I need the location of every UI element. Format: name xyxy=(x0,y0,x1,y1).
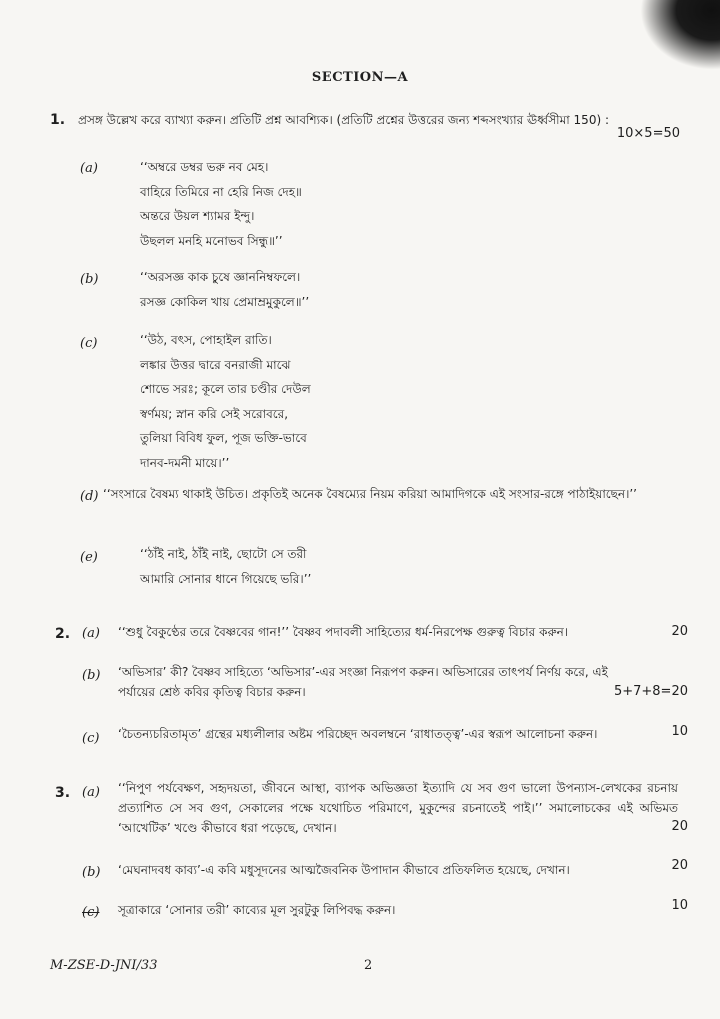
verse-line: অন্তরে উয়ল শ্যামর ইন্দু। xyxy=(140,209,255,223)
q2c-label: (c) xyxy=(82,731,100,746)
verse-line: ‘‘উঠ, বৎস, পোহাইল রাতি। xyxy=(140,333,272,347)
q1-marks: 10×5=50 xyxy=(616,126,680,141)
section-title: SECTION—A xyxy=(311,70,409,85)
verse-line: উছলল মনহি মনোভব সিন্ধু॥’’ xyxy=(140,233,283,248)
q3c-marks: 10 xyxy=(671,898,688,913)
q1d-text: ‘‘সংসারে বৈষম্য থাকাই উচিত। প্রকৃতিই অনেক বৈষম্যের নিয়ম করিয়া আমাদিগকে এই সংসার-রঙ্গে পাঠাইয়াছেন।’’ xyxy=(103,487,637,501)
verse-line: স্বর্ণময়; স্নান করি সেই সরোবরে, xyxy=(140,406,289,421)
verse-line: বাহিরে তিমিরে না হেরি নিজ দেহ॥ xyxy=(140,184,302,199)
q1-number: 1. xyxy=(50,112,66,128)
ink-blot-decoration xyxy=(640,0,720,70)
q2a-marks: 20 xyxy=(671,624,688,639)
q3-number: 3. xyxy=(55,785,71,801)
q3a-label: (a) xyxy=(82,785,100,800)
q2c-text: ‘চৈতন্যচরিতামৃত’ গ্রন্থের মধ্যলীলার অষ্টম পরিচ্ছেদ অবলম্বনে ‘রাধাতত্ত্ব’-এর স্বরূপ আলোচনা করুন। xyxy=(118,727,598,741)
q1b-label: (b) xyxy=(80,272,99,287)
q1a-verse xyxy=(140,155,302,253)
q1d-label: (d) xyxy=(80,489,99,504)
q1c-label: (c) xyxy=(80,336,98,351)
q1e-verse xyxy=(140,542,311,591)
verse-line: লঙ্কার উত্তর দ্বারে বনরাজী মাঝে xyxy=(140,357,291,372)
q3b-label: (b) xyxy=(82,865,101,880)
q1-instruction: প্রসঙ্গ উল্লেখ করে ব্যাখ্যা করুন। প্রতিটি প্রশ্ন আবশ্যিক। (প্রতিটি প্রশ্নের উত্তরের জন্য শব্দসংখ্যার ঊর্ধ্বসীমা 150) : xyxy=(78,113,609,127)
q3a-text: ‘‘নিপুণ পর্যবেক্ষণ, সহৃদয়তা, জীবনে আস্থা, ব্যাপক অভিজ্ঞতা ইত্যাদি যে সব গুণ ভালো উপন্যাস-লেখকের রচনায় প্রত্যাশিত সে সব গুণ, সেকালের পক্ষে যথোচিত পরিমাণে, মুকুন্দের রচনাতেই পাই।’’ সমালোচকের এই অভিমত ‘আখেটিক’ খণ্ডে কীভাবে ধরা পড়েছে, দেখান। xyxy=(118,781,678,835)
q3c-text: সূত্রাকারে ‘সোনার তরী’ কাব্যের মূল সুরটুকু লিপিবদ্ধ করুন। xyxy=(118,903,396,917)
q1e-label: (e) xyxy=(80,550,98,565)
q2c-marks: 10 xyxy=(671,724,688,739)
verse-line: আমারি সোনার ধানে গিয়েছে ভরি।’’ xyxy=(140,571,312,586)
page-number: 2 xyxy=(364,958,373,973)
verse-line: রসজ্ঞ কোকিল খায় প্রেমাম্রমুকুলে॥’’ xyxy=(140,294,310,309)
q1c-verse xyxy=(140,328,311,475)
verse-line: দানব-দমনী মায়ে।’’ xyxy=(140,455,230,470)
q3a-marks: 20 xyxy=(671,819,688,834)
q2a-text: ‘‘শুধু বৈকুণ্ঠের তরে বৈষ্ণবের গান!’’ বৈষ্ণব পদাবলী সাহিত্যের ধর্ম-নিরপেক্ষ গুরুত্ব বিচার করুন। xyxy=(118,625,569,639)
q2b-marks: 5+7+8=20 xyxy=(613,684,688,699)
q2-number: 2. xyxy=(55,626,71,642)
verse-line: শোভে সরঃ; কূলে তার চণ্ডীর দেউল xyxy=(140,382,311,396)
q2a-label: (a) xyxy=(82,626,100,641)
verse-line: ‘‘অরসজ্ঞ কাক চুষে জ্ঞাননিম্বফলে। xyxy=(140,270,301,284)
q2b-text: ‘অভিসার’ কী? বৈষ্ণব সাহিত্যে ‘অভিসার’-এর সংজ্ঞা নিরূপণ করুন। অভিসারের তাৎপর্য নির্ণয় করে, এই পর্যায়ের শ্রেষ্ঠ কবির কৃতিত্ব বিচার করুন। xyxy=(118,665,608,699)
verse-line: ‘‘অম্বরে ডম্বর ভরু নব মেহ। xyxy=(140,160,269,174)
q3b-text: ‘মেঘনাদবধ কাব্য’-এ কবি মধুসূদনের আত্মজৈবনিক উপাদান কীভাবে প্রতিফলিত হয়েছে, দেখান। xyxy=(118,863,570,877)
footer-paper-code: M-ZSE-D-JNI/33 xyxy=(50,958,158,973)
verse-line: ‘‘ঠাঁই নাই, ঠাঁই নাই, ছোটো সে তরী xyxy=(140,547,307,561)
verse-line: তুলিয়া বিবিধ ফুল, পূজ ভক্তি-ভাবে xyxy=(140,431,307,445)
q1a-label: (a) xyxy=(80,161,98,176)
q2b-label: (b) xyxy=(82,668,101,683)
q1b-verse xyxy=(140,265,309,314)
q3c-label: (c) xyxy=(82,905,100,920)
q3b-marks: 20 xyxy=(671,858,688,873)
